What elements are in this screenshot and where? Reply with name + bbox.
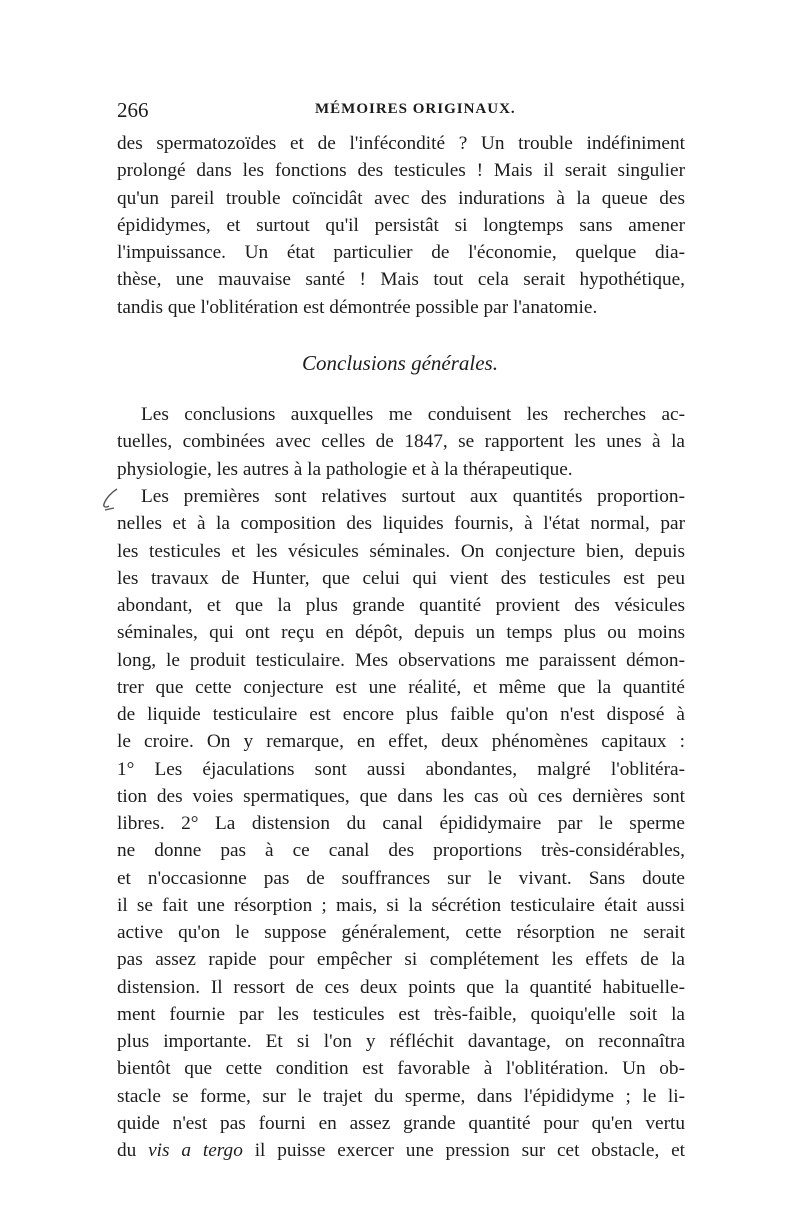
text-line: thèse, une mauvaise santé ! Mais tout cela serait hypothétique, — [117, 269, 685, 291]
text-line: qu'un pareil trouble coïncidât avec des indurations à la queue des — [117, 187, 685, 209]
page-header — [117, 98, 687, 124]
text-line: épididymes, et surtout qu'il persistât si longtemps sans amener — [117, 214, 685, 236]
text-line: les travaux de Hunter, que celui qui vient des testicules est peu — [117, 567, 685, 589]
paragraph-3 — [117, 483, 685, 1164]
text-line: nelles et à la composition des liquides fournis, à l'état normal, par — [117, 513, 685, 535]
text-line: le croire. On y remarque, en effet, deux phénomènes capitaux : — [117, 731, 685, 753]
text-line-last — [117, 1137, 685, 1164]
text-line: physiologie, les autres à la pathologie et à la thérapeutique. — [117, 458, 573, 480]
text-line: séminales, qui ont reçu en dépôt, depuis un temps plus ou moins — [117, 622, 685, 644]
text-line: 1° Les éjaculations sont aussi abondantes, malgré l'oblitéra- — [117, 758, 685, 780]
text-line: tion des voies spermatiques, que dans les cas où ces dernières sont — [117, 785, 685, 807]
text-line: prolongé dans les fonctions des testicules ! Mais il serait singulier — [117, 160, 685, 182]
text-line: active qu'on le suppose généralement, cette résorption ne serait — [117, 922, 685, 943]
text-line: et n'occasionne pas de souffrances sur le vivant. Sans doute — [117, 867, 685, 889]
section-heading: Conclusions générales. — [302, 351, 498, 375]
text-line: pas assez rapide pour empêcher si complétement les effets de la — [117, 949, 685, 971]
text-line: ment fournie par les testicules est très-faible, quoiqu'elle soit la — [117, 1003, 685, 1025]
text-line: distension. Il ressort de ces deux points que la quantité habituelle- — [117, 976, 685, 998]
paragraph-2 — [117, 401, 685, 483]
text-line: tandis que l'oblitération est démontrée possible par l'anatomie. — [117, 296, 598, 318]
text-line: long, le produit testiculaire. Mes observations me paraissent démon- — [117, 649, 685, 671]
text-line: ne donne pas à ce canal des proportions très-considérables, — [117, 840, 685, 862]
text-line: Les premières sont relatives surtout aux quantités proportion- — [141, 486, 685, 507]
text-line: tuelles, combinées avec celles de 1847, se rapportent les unes à la — [117, 431, 685, 453]
text-line: trer que cette conjecture est une réalité, et même que la quantité — [117, 676, 685, 698]
latin-phrase: vis a tergo — [148, 1140, 243, 1161]
text-line: libres. 2° La distension du canal épididymaire par le sperme — [117, 813, 685, 834]
text-line: l'impuissance. Un état particulier de l'économie, quelque dia- — [117, 242, 685, 263]
text-line: abondant, et que la plus grande quantité provient des vésicules — [117, 595, 685, 616]
text-line: des spermatozoïdes et de l'infécondité ? Un trouble indéfiniment — [117, 133, 685, 154]
text-line: de liquide testiculaire est encore plus faible qu'on n'est disposé à — [117, 704, 685, 725]
text-line: stacle se forme, sur le trajet du sperme, dans l'épididyme ; le li- — [117, 1085, 685, 1107]
text-line: il se fait une résorption ; mais, si la sécrétion testiculaire était aussi — [117, 894, 685, 916]
text-line: Les conclusions auxquelles me conduisent les recherches ac- — [141, 404, 685, 425]
text-line: quide n'est pas fourni en assez grande quantité pour qu'en vertu — [117, 1112, 685, 1134]
last-line-end: il puisse exercer une pression sur cet obstacle, et — [254, 1140, 686, 1161]
text-line: bientôt que cette condition est favorable à l'oblitération. Un ob- — [117, 1058, 685, 1080]
text-line: plus importante. Et si l'on y réfléchit davantage, on reconnaîtra — [117, 1031, 685, 1052]
text-line: les testicules et les vésicules séminales. On conjecture bien, depuis — [117, 540, 685, 562]
last-line-start: du — [117, 1140, 137, 1161]
paragraph-1 — [117, 130, 685, 321]
page-number: 266 — [117, 98, 149, 122]
running-title: MÉMOIRES ORIGINAUX. — [315, 101, 516, 117]
